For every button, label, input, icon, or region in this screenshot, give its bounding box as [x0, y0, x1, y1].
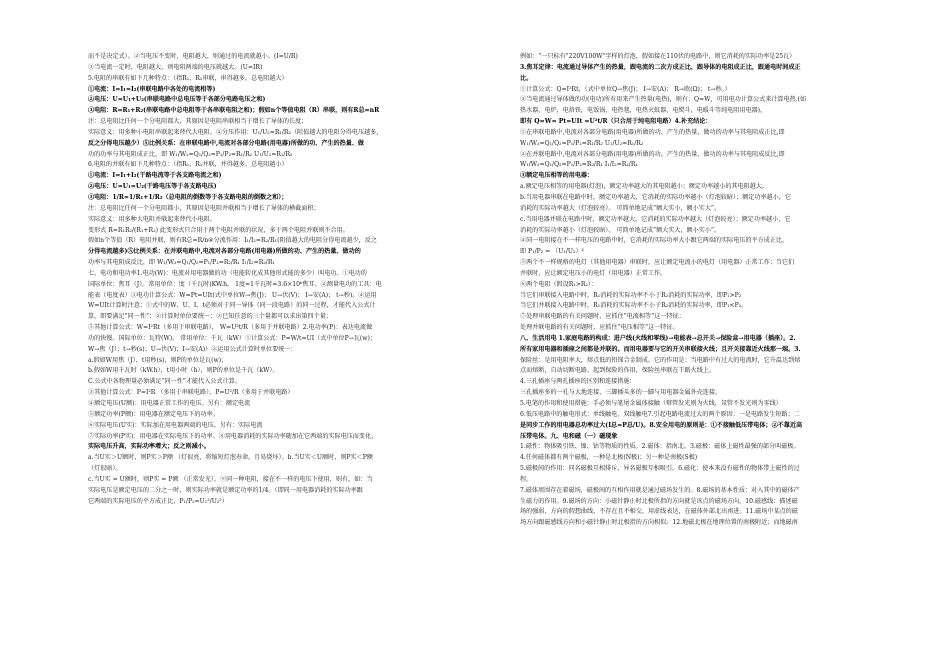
text-line: 6.电阻的并联有如下几种特点：（指R₁、R₂并联，并得越多，总电阻越小）: [88, 161, 288, 169]
text-line: 八、生活用电 1.家庭电路的构成：进户线(火线和零线)→电能表→总开关→保险盒→用电器（插座）。2.: [520, 334, 796, 342]
text-line: ③电阻：1/R=1/R₁+1/R₂（总电阻的倒数等于各支路电阻的倒数之和）；: [88, 193, 288, 201]
right-column: [520, 52, 916, 662]
text-line: 比。: [520, 74, 533, 82]
text-line: ③额定电压相等的用电器：: [520, 172, 594, 180]
text-line: ①在串联电路中,电流对各部分电路(用电器)所做的功、产生的热量、做功的功率与其电阻成正比,即: [520, 128, 785, 136]
text-line: 6.低压电路中的触电形式：单线触电，双线触电7.引起电路电流过大的两个原因：一是电路发生短路；二: [520, 410, 800, 418]
text-line: 变形式 R=R₁R₂/(R₁+R₂) 此变形式只合用于两个电阻并联的状况，多于两个电阻并联则不合用。: [88, 226, 349, 234]
text-line: ①电流：I=I₁+I₂(干路电流等于各支路电流之和): [88, 172, 222, 180]
text-line: ②当电流通过导体做的功(电功)所有用来产生热量(电热)，则有：Q=W，可用电功计算公式来计算电热.(如: [520, 96, 807, 104]
text-line: 注：总电阻比任何一个分电阻都小，其原因是电阻并联相当于增长了导体的横截面积；: [88, 204, 320, 212]
text-line: 当它们串联接入电路中时，R₁消耗的实际功率不小于R₂消耗的实际功率，即P₁>P₂: [520, 291, 742, 299]
text-line: 功的功率与其电阻成正比，即 W₁/W₂=Q₁/Q₂=P₁/P₂=R₁/R₂ U₁/U₂=R₁/R₂: [88, 150, 293, 158]
text-line: 它两端的实际电压的平方成正比，P₁/P₂=U₁²/U₂²）: [88, 497, 228, 505]
text-line: b.当用电器串联在电路中时，额定功率越大，它消耗的实际功率越小（灯泡较暗）；额定功率越小，它: [520, 193, 791, 201]
text-line: 而不是决定式）。②当电压不变时，电阻越大，则通过的电流就越小。(I=U/R): [88, 53, 298, 60]
text-line: W=UIt计算时注意：①式中的W、U、I、t必须对于同一导体（同一段电路）的同一过程，才能代入公式计: [88, 302, 376, 310]
text-line: 所有家用电器和插座之间都是并联的。而用电器要与它的开关串联接火线；且开关接靠近火线那一端。3.: [520, 345, 801, 353]
text-line: 5.磁极间的作用：同名磁极互相排斥，异名磁极互相吸引。6.磁化：使本来没有磁性的物体带上磁性的过: [520, 465, 800, 473]
text-line: 国际单位：焦耳（J）。常用单位：度（千瓦时)KW.h， 1度=1千瓦时=3.6×10⁶焦耳。②测量电功的工具：电: [88, 280, 382, 288]
text-line: 场的强弱，方向的假想曲线，不存在且不相交，用虚线表达，在磁体外部北出南进。11.磁场中某点的磁: [520, 508, 798, 516]
text-line: 3.焦耳定律：电流通过导体产生的热量，跟电流的二次方成正比，跟导体的电阻成正比，跟通电时间成正: [520, 63, 801, 71]
text-line: 7.磁体周围存在着磁场，磁极间的互相作用就是通过磁场发生的。8.磁场的基本性质：对入其中的磁体产: [520, 486, 800, 494]
text-line: 实际意义：用多种小电阻串联起来替代大电阻。④分压作用：U₁/U₂=R₁/R₂（阻值越大的电阻分得电压越多，: [88, 128, 383, 136]
text-line: ⑦处理串联电路的有关问题时，应抓住“电流相等”这一特征；: [520, 313, 685, 321]
text-line: 场方向跟磁感线方向和小磁针静止时北极指的方向相似。12.地磁北极在地理位置的南极附近；而地磁南: [520, 519, 798, 527]
text-line: 4.任何磁体都有两个磁极，一种是北极(N极)；另一种是南极(S极): [520, 454, 698, 462]
text-line: 保险丝：是用电阻率大，熔点低的铅锑合金制成。它的作用是：当电路中有过大的电流时，它升温达到熔: [520, 356, 801, 364]
text-line: ②在并联电路中,电流对各部分电路(用电器)所做的功、产生的热量、做功的功率与其电阻成反比,即: [520, 150, 785, 158]
text-line: 七、电功和电功率1.电功(W)：电流对用电器做的功（电能转化成其他形式能的多少）叫电功。①电功的: [88, 269, 367, 277]
text-line: 注：总电阻比任何一个分电阻都大，其原因是电阻串联相当于增长了导体的长度；: [88, 118, 308, 126]
text-line: b.假如W用千瓦时（kW.h），t用小时（h），则P的单位是千瓦（kW）。: [88, 367, 279, 375]
text-line: 反之分得电压越少）⑤比例关系：在串联电路中,电流对各部分电路(用电器)所做的功、产生的热量、做: [88, 139, 365, 147]
text-line: 程。: [520, 475, 533, 483]
text-line: ②电压：U=U₁=U₂(干路电压等于各支路电压): [88, 183, 217, 191]
text-line: 即有 Q=W= Pt=UIt =U²t/R（只合用于纯电阻电路）4.补充结论：: [520, 118, 712, 126]
text-line: ③当电流一定时，电阻越大，则电阻两端的电压就越大。(U=IR): [88, 63, 263, 71]
text-line: ⑤两个不一样规格的电灯（其他用电器）串联时，应让额定电流小的电灯（用电器）正常工作；当它们: [520, 259, 795, 267]
text-line: （灯很暗）。: [88, 465, 122, 473]
text-line: a.当U实＞U额时，则P实＞P额 （灯很亮，将缩短灯泡寿命，且易烧坏）。b.当U实＜U额时，则P实＜P额: [88, 454, 373, 462]
text-line: ⑦实际功率(P实)：用电器在实际电压下的功率。⑧用电器消耗的实际功率随加在它两端的实际电压而变化，: [88, 432, 378, 440]
two-column-layout: [88, 52, 916, 662]
left-column: [88, 52, 484, 662]
text-line: C.公式中各物理量必须满足“同一性”才能代入公式计算。: [88, 378, 241, 386]
text-line: ⑥实际电压(U实)：实际加在用电器两端的电压。另有：实际电流: [88, 421, 263, 429]
text-line: 是同步工作的用电器总功率过大(I总=P总/U)。8.安全用电的原则是：①不接触低压带电体；②不靠近高: [520, 421, 803, 429]
text-line: 功率与其电阻成反比，即 W₁/W₂=Q₁/Q₂=P₁/P₂=R₂/R₁ I₁/I₂=R₂/R₁: [88, 259, 275, 267]
text-line: 消耗的实际功率越小（灯泡较暗）。 可简单地记成“额大实大，额小实小”。: [520, 226, 721, 234]
text-line: 实际电压是额定电压的二分之一时，则实际功率就是额定功率的1/4。（即同一用电器消耗的实际功率跟: [88, 486, 363, 494]
text-line: 实际电压升高，实际功率增大；反之则减小。: [88, 443, 210, 451]
text-line: ④额定电压(U额)：用电器正常工作的电压。另有：额定电流: [88, 400, 251, 407]
text-line: 分得电流越多)⑤比例关系：在并联电路中,电流对各部分电路(用电器)所做的功、产生的热量、做功的: [88, 248, 361, 256]
text-line: 例如：“一只标有"220V100W"字样的灯泡，假如接在110伏的电路中，则它消耗的实际功率是25瓦）: [520, 53, 796, 60]
text-line: 算，即要满足“同一性”；②计算时单位要统一；③已知任意的三个量都可以求出第四个量；: [88, 313, 332, 321]
text-line: a.额定电压相等的用电器(灯泡)，额定功率越大的其电阻越小；额定功率越小的其电阻越大。: [520, 183, 768, 191]
text-line: 处理并联电路的有关问题时，应抓住“电压相等”这一特征。: [520, 324, 679, 332]
text-line: 热水器，电炉，电烙铁，电饭锅，电热毯，电热灭蚊器，电熨斗，电暖斗等纯电阻用电器)，: [520, 107, 767, 115]
text-line: 功的快慢。国际单位：瓦特(W)。 常用单位：千瓦（kW）①计算公式：P=W/t=UI（式中单位P→瓦(w)；: [88, 334, 376, 342]
text-line: 能表（电度表）③电功计算公式：W=Pt=UIt(式中单位W→焦(J)； U→伏(V)； I→安(A)； t→秒)。④运用: [88, 291, 377, 299]
text-line: 假如n个等值（R）电阻并联，则有R总=R/n④分流作用：I₁/I₂=R₂/R₁(阻值越大的电阻分得电流越少，反之: [88, 237, 377, 245]
text-line: 4.三孔插座与两孔插座的区别和连接措施：: [520, 378, 636, 386]
text-line: W₁/W₂=Q₁/Q₂=P₁/P₂=R₁/R₂ U₁/U₂=R₁/R₂: [520, 139, 644, 147]
text-line: 三孔插座多的一孔与大地连接，三脚插头多的一脚与用电器金属外壳连接。: [520, 389, 722, 397]
text-line: 5.电阻的串联有如下几种特点：（指R₁、R₂串联，串得越多，总电阻越大）: [88, 74, 288, 82]
text-line: 1.磁性：物体吸引铁、镍、钴等物质的性质。2.磁体：指南北。3.磁极：磁体上磁性最强的部分叫磁极。: [520, 443, 800, 451]
text-line: ④同一电阻接在不一样电压的电路中时，它消耗的实际功率大小跟它两端的实际电压的平方成正比，: [520, 237, 789, 245]
text-line: ③电阻：R=R₁+R₂(串联电路中总电阻等于各串联电阻之和)；假如n个等值电阻（R）串联，则有R总=nR: [88, 107, 380, 115]
text-line: a.假如W用焦（J），t用秒(s)，则P的单位是瓦(w)；: [88, 356, 228, 364]
text-line: ⑤其他计算公式：W=I²Rt（多用于串联电路）， W=U²t/R（多用于并联电路）2.电功率(P)：表达电流做: [88, 324, 373, 332]
text-line: ②电压：U=U₁+U₂(串联电路中总电压等于各部分电路电压之和): [88, 96, 266, 104]
text-line: 生磁力的作用。9.磁场的方向：小磁针静止时北极所指的方向就是该点的磁场方向。10.磁感线：描述磁: [520, 497, 798, 505]
text-line: 5.电笔的作用和使用措施：手必须与笔尾金属体接触（辩管发光则为火线，氖管不发光则为零线）: [520, 400, 782, 407]
text-line: 点而熔断，自动切断电路，起到保险的作用，保险丝串联在干路火线上。: [520, 367, 715, 375]
text-line: ③其他计算公式：P=I²R （多用于串联电路），P=U²/R（多用于并联电路）: [88, 389, 294, 397]
text-line: W→焦（J）；t→秒(s)；U→伏(V)；I→安(A)）②运用公式计算时单位要统一：: [88, 345, 297, 353]
text-line: ①电流：I=I₁=I₂(串联电路中各处的电流相等): [88, 85, 216, 93]
text-line: ⑤额定功率(P额)：用电器在额定电压下的功率。: [88, 410, 219, 418]
text-line: ①计算公式：Q=I²Rt，（式中单位Q→焦(J)； I→安(A)； R→欧(Ω)； t→秒。）: [520, 85, 731, 93]
text-line: c.当U实 = U额时，则P实 = P额 （正常发光）。⑨同一种电阻，接在不一样的电压下使用，则有，如：当: [88, 475, 373, 483]
text-line: 消耗的实际功率越大（灯泡较亮）。 可简单地记成“额大实小，额小实大”。: [520, 204, 721, 212]
text-line: 压带电体。九、电和磁（一）磁现象: [520, 432, 618, 440]
text-line: c.当用电器并联在电路中时，额定功率越大，它消耗的实际功率越大（灯泡较亮）；额定功率越小，它: [520, 215, 791, 223]
text-line: ⑥两个电阻（假设R₁>R₂）：: [520, 280, 598, 288]
text-line: W₁/W₂=Q₁/Q₂=P₁/P₂=R₂/R₁ I₁/I₂=R₂/R₁: [520, 161, 638, 169]
text-line: 当它们并联接入电路中时，R₁消耗的实际功率不小于R₂消耗的实际功率，即P₁<P₂。: [520, 302, 748, 310]
text-line: 并联时，应让额定电压小的电灯（用电器）正常工作。: [520, 269, 667, 277]
text-line: 即 P₁/P₂ = （U₁/U₂）²: [520, 248, 584, 256]
text-line: 实际意义：用多种大电阻并联起来替代小电阻。: [88, 215, 216, 223]
